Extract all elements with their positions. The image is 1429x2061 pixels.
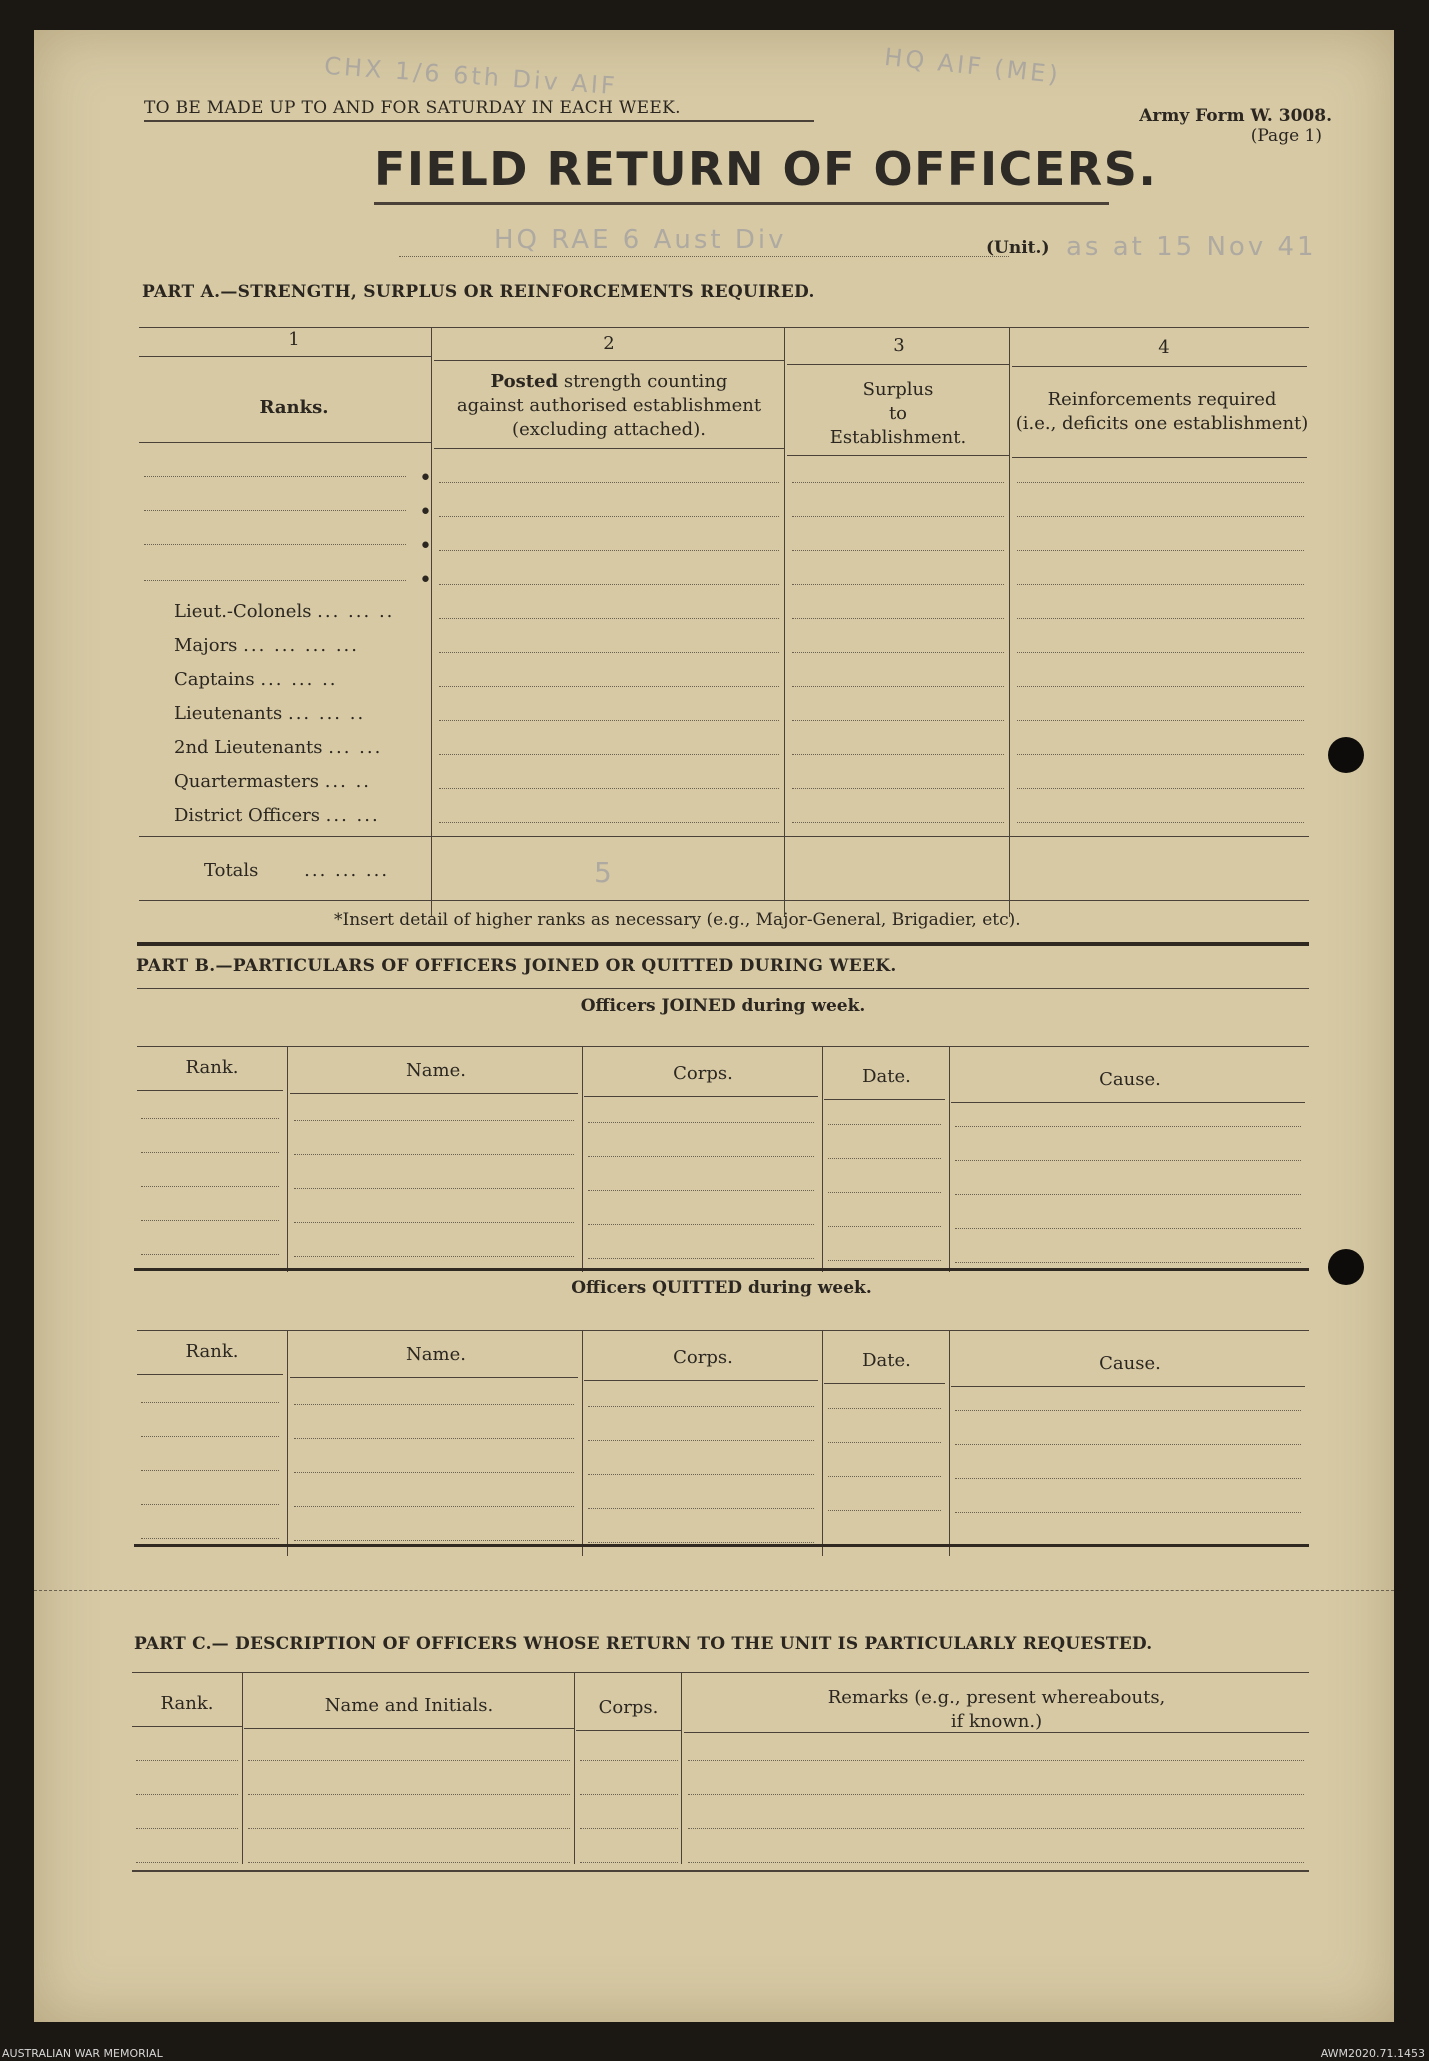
table-entry-line[interactable] [955,1228,1301,1229]
rank-label: Captains [174,669,255,690]
table-header-rule [951,1386,1305,1387]
part-a-entry-line-col3[interactable] [792,618,1004,619]
part-a-divider-2 [784,327,785,917]
title-underline [374,202,1109,205]
part-a-entry-line-col2[interactable] [439,822,779,823]
table-header-cause: Cause. [1099,1069,1161,1090]
totals-row [204,860,389,881]
table-entry-line[interactable] [828,1510,941,1511]
reinforcements-line1: Reinforcements required [1047,389,1277,410]
table-entry-line[interactable] [141,1118,279,1119]
rank-leader-dots: ... .. [324,771,372,792]
part-c-name-header-rule [244,1728,574,1729]
table-header-rule [137,1090,283,1091]
table-entry-line[interactable] [588,1474,814,1475]
table-entry-line[interactable] [141,1402,279,1403]
totals-posted-value[interactable]: 5 [594,856,615,889]
part-a-entry-line-col4[interactable] [1017,516,1304,517]
part-b-heading-rule [137,988,1309,989]
col3-header-bottom [787,455,1009,456]
rank-label: Quartermasters [174,771,319,792]
posted-line3: (excluding attached). [512,419,706,440]
part-a-entry-line-col3[interactable] [792,686,1004,687]
table-entry-line[interactable] [828,1260,941,1261]
part-c-divider-1 [242,1672,243,1864]
table-entry-line[interactable] [294,1438,574,1439]
table-entry-line[interactable] [294,1540,574,1541]
table-entry-line[interactable] [141,1220,279,1221]
table-entry-line[interactable] [955,1126,1301,1127]
part-a-entry-line-col2[interactable] [439,584,779,585]
part-c-rank-header: Rank. [160,1693,214,1714]
table-entry-line[interactable] [955,1478,1301,1479]
table-entry-line[interactable] [294,1256,574,1257]
table-entry-line[interactable] [828,1124,941,1125]
asterisk-marks: • • • • [419,466,432,593]
part-a-entry-line-col4[interactable] [1017,652,1304,653]
table-header-rule [137,1374,283,1375]
rank-blank-line-2[interactable] [144,510,406,511]
rank-row-2nd-lieutenants [174,737,382,758]
part-a-entry-line-col4[interactable] [1017,822,1304,823]
part-c-entry-line[interactable] [136,1794,238,1795]
rank-row-district-officers [174,805,380,826]
table-header-rule [584,1380,818,1381]
part-c-corps-header: Corps. [598,1697,659,1718]
unit-field-line [399,256,1009,257]
surplus-line1: Surplus [862,379,934,400]
table-entry-line[interactable] [828,1192,941,1193]
part-a-entry-line-col4[interactable] [1017,550,1304,551]
part-c-corps-header-rule [576,1730,681,1731]
part-a-top-rule [139,327,1309,328]
part-c-entry-line[interactable] [580,1760,678,1761]
table-entry-line[interactable] [828,1476,941,1477]
totals-label: Totals [204,860,259,881]
table-entry-line[interactable] [828,1226,941,1227]
part-c-divider-2 [574,1672,575,1864]
part-a-entry-line-col4[interactable] [1017,788,1304,789]
table-entry-line[interactable] [955,1262,1301,1263]
part-a-entry-line-col2[interactable] [439,482,779,483]
table-entry-line[interactable] [828,1408,941,1409]
table-entry-line[interactable] [141,1436,279,1437]
table-header-name: Name. [406,1060,466,1081]
rank-label: Lieut.-Colonels [174,601,312,622]
col2-header-bottom [434,448,784,449]
posted-strength-header [434,370,784,442]
table-entry-line[interactable] [588,1542,814,1543]
part-a-entry-line-col2[interactable] [439,652,779,653]
table-top-rule [137,1330,1309,1331]
table-entry-line[interactable] [588,1508,814,1509]
rank-label: Majors [174,635,238,656]
footer-right: AWM2020.71.1453 [1320,2047,1425,2060]
pencil-annotation-top: CHX 1/6 6th Div AIF [323,51,619,101]
reinforcements-line2: (i.e., deficits one establishment) [1015,413,1309,434]
surplus-line2: to [888,403,908,424]
punch-hole-upper [1328,737,1364,773]
joined-title: Officers JOINED during week. [580,996,866,1016]
part-a-footnote: *Insert detail of higher ranks as necessary (e.g., Major-General, Brigadier, etc). [334,910,1021,930]
part-a-entry-line-col3[interactable] [792,482,1004,483]
rank-leader-dots: ... ... .. [317,601,395,622]
part-a-entry-line-col3[interactable] [792,788,1004,789]
col-number-3: 3 [893,335,905,356]
part-c-top-rule [132,1672,1309,1673]
rank-leader-dots: ... ... .. [287,703,366,724]
table-header-cause: Cause. [1099,1353,1161,1374]
part-a-entry-line-col2[interactable] [439,516,779,517]
form-number: Army Form W. 3008. [1139,106,1332,126]
table-entry-line[interactable] [141,1186,279,1187]
table-entry-line[interactable] [588,1224,814,1225]
table-entry-line[interactable] [955,1512,1301,1513]
part-c-rank-header-rule [132,1726,242,1727]
part-a-entry-line-col4[interactable] [1017,720,1304,721]
rank-leader-dots: ... ... [325,805,380,826]
part-c-entry-line[interactable] [688,1828,1304,1829]
perforation-line [34,1590,1394,1591]
table-entry-line[interactable] [588,1406,814,1407]
totals-top-rule [139,836,1309,837]
part-a-entry-line-col2[interactable] [439,788,779,789]
part-a-entry-line-col4[interactable] [1017,584,1304,585]
part-b-end-rule [134,1544,1309,1547]
rank-blank-line-1[interactable] [144,476,406,477]
table-entry-line[interactable] [294,1506,574,1507]
quitted-title: Officers QUITTED during week. [571,1278,872,1298]
part-a-divider-3 [1009,327,1010,917]
part-a-entry-line-col3[interactable] [792,822,1004,823]
part-c-entry-line[interactable] [688,1794,1304,1795]
table-entry-line[interactable] [955,1160,1301,1161]
posted-rest: strength counting [563,371,728,392]
part-a-divider-1 [431,327,432,917]
part-c-entry-line[interactable] [136,1828,238,1829]
unit-label: (Unit.) [986,238,1050,258]
table-header-rule [584,1096,818,1097]
col-number-2: 2 [603,333,615,354]
table-entry-line[interactable] [294,1404,574,1405]
part-a-entry-line-col3[interactable] [792,584,1004,585]
part-c-entry-line[interactable] [136,1760,238,1761]
part-c-bottom-rule [132,1870,1309,1872]
table-header-date: Date. [862,1066,911,1087]
part-c-entry-line[interactable] [580,1828,678,1829]
part-b-heading: PART B.—PARTICULARS OF OFFICERS JOINED OR QUITTED DURING WEEK. [136,956,897,976]
part-a-heading: PART A.—STRENGTH, SURPLUS OR REINFORCEMENTS REQUIRED. [142,282,815,302]
totals-leader-dots: ... ... ... [304,860,390,881]
table-header-corps: Corps. [673,1347,733,1368]
part-a-entry-line-col3[interactable] [792,754,1004,755]
col3-subrule [787,364,1009,365]
table-entry-line[interactable] [141,1504,279,1505]
part-c-remarks-header-rule [684,1732,1309,1733]
date-field-value[interactable]: as at 15 Nov 41 [1066,232,1317,262]
page-number: (Page 1) [1250,126,1322,146]
table-entry-line[interactable] [141,1254,279,1255]
part-c-divider-3 [681,1672,682,1864]
unit-field-value[interactable]: HQ RAE 6 Aust Div [494,225,787,255]
rank-blank-line-3[interactable] [144,544,406,545]
table-top-rule [137,1046,1309,1047]
rank-label: District Officers [174,805,320,826]
rank-label: Lieutenants [174,703,283,724]
table-entry-line[interactable] [588,1156,814,1157]
surplus-header [787,378,1009,450]
page-title: FIELD RETURN OF OFFICERS. [374,142,1158,196]
part-c-heading: PART C.— DESCRIPTION OF OFFICERS WHOSE RETURN TO THE UNIT IS PARTICULARLY REQUESTED. [134,1634,1153,1654]
rank-row-quartermasters [174,771,371,792]
table-col-divider [582,1046,583,1272]
rank-row-lieut-colonels [174,601,394,622]
table-entry-line[interactable] [294,1154,574,1155]
part-c-name-header: Name and Initials. [324,1695,494,1716]
col-number-4: 4 [1158,337,1170,358]
rank-leader-dots: ... ... [328,737,383,758]
part-a-bottom-rule [139,900,1309,901]
col4-subrule [1012,366,1307,367]
part-c-entry-line[interactable] [580,1862,678,1863]
rank-leader-dots: ... ... ... ... [243,635,359,656]
table-col-divider [287,1330,288,1556]
ranks-header: Ranks. [259,397,329,418]
col2-subrule [434,360,784,361]
part-a-entry-line-col2[interactable] [439,686,779,687]
table-header-rule [824,1383,945,1384]
form-sheet [34,30,1394,2022]
part-a-entry-line-col2[interactable] [439,618,779,619]
table-header-name: Name. [406,1344,466,1365]
remarks-line1: Remarks (e.g., present whereabouts, [827,1687,1166,1708]
table-entry-line[interactable] [141,1152,279,1153]
rank-leader-dots: ... ... .. [260,669,338,690]
table-col-divider [822,1046,823,1272]
part-a-entry-line-col2[interactable] [439,720,779,721]
table-header-rule [290,1377,578,1378]
col1-header-bottom [139,442,431,443]
rank-blank-line-4[interactable] [144,580,406,581]
table-entry-line[interactable] [588,1440,814,1441]
part-c-entry-line[interactable] [688,1760,1304,1761]
part-a-entry-line-col4[interactable] [1017,618,1304,619]
part-c-entry-line[interactable] [248,1760,570,1761]
part-a-entry-line-col2[interactable] [439,550,779,551]
part-a-entry-line-col3[interactable] [792,550,1004,551]
rank-row-captains [174,669,338,690]
col1-subrule [139,356,431,357]
part-c-entry-line[interactable] [248,1862,570,1863]
table-header-corps: Corps. [673,1063,733,1084]
pencil-annotation-top-right: HQ AIF (ME) [883,42,1063,90]
punch-hole-lower [1328,1249,1364,1285]
table-entry-line[interactable] [294,1222,574,1223]
part-c-entry-line[interactable] [580,1794,678,1795]
table-col-divider [949,1330,950,1556]
posted-bold: Posted [490,371,559,392]
reinforcements-header [1012,388,1312,436]
table-entry-line[interactable] [955,1444,1301,1445]
table-header-rule [951,1102,1305,1103]
rank-row-lieutenants [174,703,365,724]
table-entry-line[interactable] [141,1538,279,1539]
table-col-divider [822,1330,823,1556]
table-entry-line[interactable] [955,1410,1301,1411]
table-col-divider [949,1046,950,1272]
footer-left: AUSTRALIAN WAR MEMORIAL [2,2047,163,2060]
remarks-line2: if known.) [950,1711,1043,1732]
part-c-entry-line[interactable] [136,1862,238,1863]
table-entry-line[interactable] [294,1120,574,1121]
part-a-entry-line-col3[interactable] [792,652,1004,653]
part-a-entry-line-col2[interactable] [439,754,779,755]
part-a-end-rule [137,942,1309,946]
part-a-entry-line-col4[interactable] [1017,754,1304,755]
col4-header-bottom [1012,457,1307,458]
table-entry-line[interactable] [588,1122,814,1123]
table-entry-line[interactable] [955,1194,1301,1195]
surplus-line3: Establishment. [829,427,967,448]
table-entry-line[interactable] [141,1470,279,1471]
part-a-entry-line-col4[interactable] [1017,686,1304,687]
table-col-divider [287,1046,288,1272]
part-a-entry-line-col4[interactable] [1017,482,1304,483]
table-entry-line[interactable] [294,1188,574,1189]
part-c-entry-line[interactable] [688,1862,1304,1863]
rank-label: 2nd Lieutenants [174,737,323,758]
part-c-entry-line[interactable] [248,1794,570,1795]
joined-table-end-rule [134,1268,1309,1271]
table-entry-line[interactable] [828,1158,941,1159]
col-number-1: 1 [288,329,300,350]
instruction-text: TO BE MADE UP TO AND FOR SATURDAY IN EACH WEEK. [144,98,681,118]
table-entry-line[interactable] [828,1442,941,1443]
table-header-rule [290,1093,578,1094]
rank-row-majors [174,635,359,656]
table-header-rank: Rank. [185,1341,239,1362]
table-header-date: Date. [862,1350,911,1371]
table-col-divider [582,1330,583,1556]
part-c-remarks-header [684,1686,1309,1734]
posted-line2: against authorised establishment [456,395,762,416]
table-entry-line[interactable] [294,1472,574,1473]
instruction-underline [144,120,814,122]
part-c-entry-line[interactable] [248,1828,570,1829]
table-entry-line[interactable] [588,1258,814,1259]
part-a-entry-line-col3[interactable] [792,516,1004,517]
table-header-rule [824,1099,945,1100]
table-header-rank: Rank. [185,1057,239,1078]
table-entry-line[interactable] [588,1190,814,1191]
part-a-entry-line-col3[interactable] [792,720,1004,721]
